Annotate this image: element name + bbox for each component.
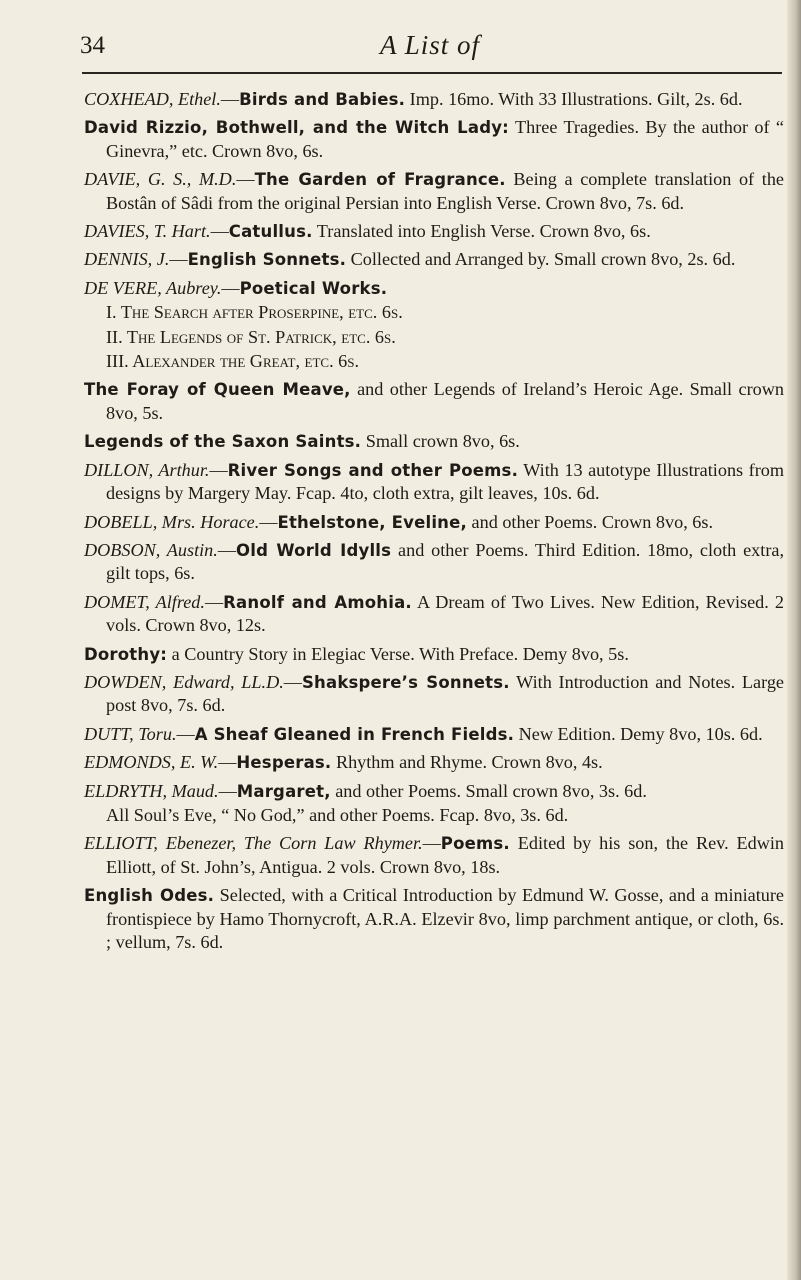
page-number: 34 xyxy=(80,32,105,59)
running-title: A List of xyxy=(379,30,481,60)
list-item: English Odes. Selected, with a Critical Introduction by Edmund W. Gosse, and a miniature frontispiece by Hamo Thornycroft, A.R.A. Elzevir 8vo, limp parchment antique, or cloth, 6s. ; vellum, 7s. 6d. xyxy=(84,885,785,952)
list-item: DOWDEN, Edward, LL.D.—Shakspere’s Sonnets. With Introduction and Notes. Large post 8vo, 7s. 6d. xyxy=(84,671,784,716)
list-item: DENNIS, J.—English Sonnets. Collected and Arranged by. Small crown 8vo, 2s. 6d. xyxy=(84,249,736,270)
list-item: COXHEAD, Ethel.—Birds and Babies. Imp. 16mo. With 33 Illustrations. Gilt, 2s. 6d. xyxy=(84,89,743,109)
list-item: DILLON, Arthur.—River Songs and other Poems. With 13 autotype Illustrations from designs by Margery May. Fcap. 4to, cloth extra, gilt leaves, 10s. 6d. xyxy=(84,459,784,504)
list-item: The Foray of Queen Meave, and other Legends of Ireland’s Heroic Age. Small crown 8vo, 5s. xyxy=(84,379,784,423)
sub-entry: All Soul’s Eve, “ No God,” and other Poems. Fcap. 8vo, 3s. 6d. xyxy=(106,804,569,825)
list-item: DAVIES, T. Hart.—Catullus. Translated into English Verse. Crown 8vo, 6s. xyxy=(84,221,651,242)
sub-entry: III. Alexander the Great, etc. 6s. xyxy=(106,351,360,372)
list-item: ELLIOTT, Ebenezer, The Corn Law Rhymer.—Poems. Edited by his son, the Rev. Edwin Elliott, of St. John’s, Antigua. 2 vols. Crown 8vo, 18s. xyxy=(84,833,784,877)
sub-entry: I. The Search after Proserpine, etc. 6s. xyxy=(106,302,403,323)
list-item: DE VERE, Aubrey.—Poetical Works. xyxy=(84,277,388,298)
list-item: DOBELL, Mrs. Horace.—Ethelstone, Eveline, and other Poems. Crown 8vo, 6s. xyxy=(84,511,714,532)
list-item: David Rizzio, Bothwell, and the Witch Lady: Three Tragedies. By the author of “ Ginevra,” etc. Crown 8vo, 6s. xyxy=(84,117,784,161)
page-header xyxy=(80,24,780,64)
list-item: DOBSON, Austin.—Old World Idylls and other Poems. Third Edition. 18mo, cloth extra, gilt tops, 6s. xyxy=(84,539,785,584)
list-item: Dorothy: a Country Story in Elegiac Verse. With Preface. Demy 8vo, 5s. xyxy=(84,643,629,664)
header-rule xyxy=(82,72,782,74)
catalogue-entries xyxy=(84,88,784,959)
page-edge xyxy=(787,0,801,1280)
sub-entry: II. The Legends of St. Patrick, etc. 6s. xyxy=(106,326,396,347)
list-item: EDMONDS, E. W.—Hesperas. Rhythm and Rhyme. Crown 8vo, 4s. xyxy=(84,752,603,773)
list-item: DOMET, Alfred.—Ranolf and Amohia. A Dream of Two Lives. New Edition, Revised. 2 vols. Crown 8vo, 12s. xyxy=(84,591,785,636)
list-item: Legends of the Saxon Saints. Small crown 8vo, 6s. xyxy=(84,431,520,452)
list-item: DUTT, Toru.—A Sheaf Gleaned in French Fields. New Edition. Demy 8vo, 10s. 6d. xyxy=(84,723,763,744)
list-item: ELDRYTH, Maud.—Margaret, and other Poems. Small crown 8vo, 3s. 6d. xyxy=(84,780,647,801)
list-item: DAVIE, G. S., M.D.—The Garden of Fragrance. Being a complete translation of the Bostân of Sâdi from the original Persian into English Verse. Crown 8vo, 7s. 6d. xyxy=(84,169,784,213)
